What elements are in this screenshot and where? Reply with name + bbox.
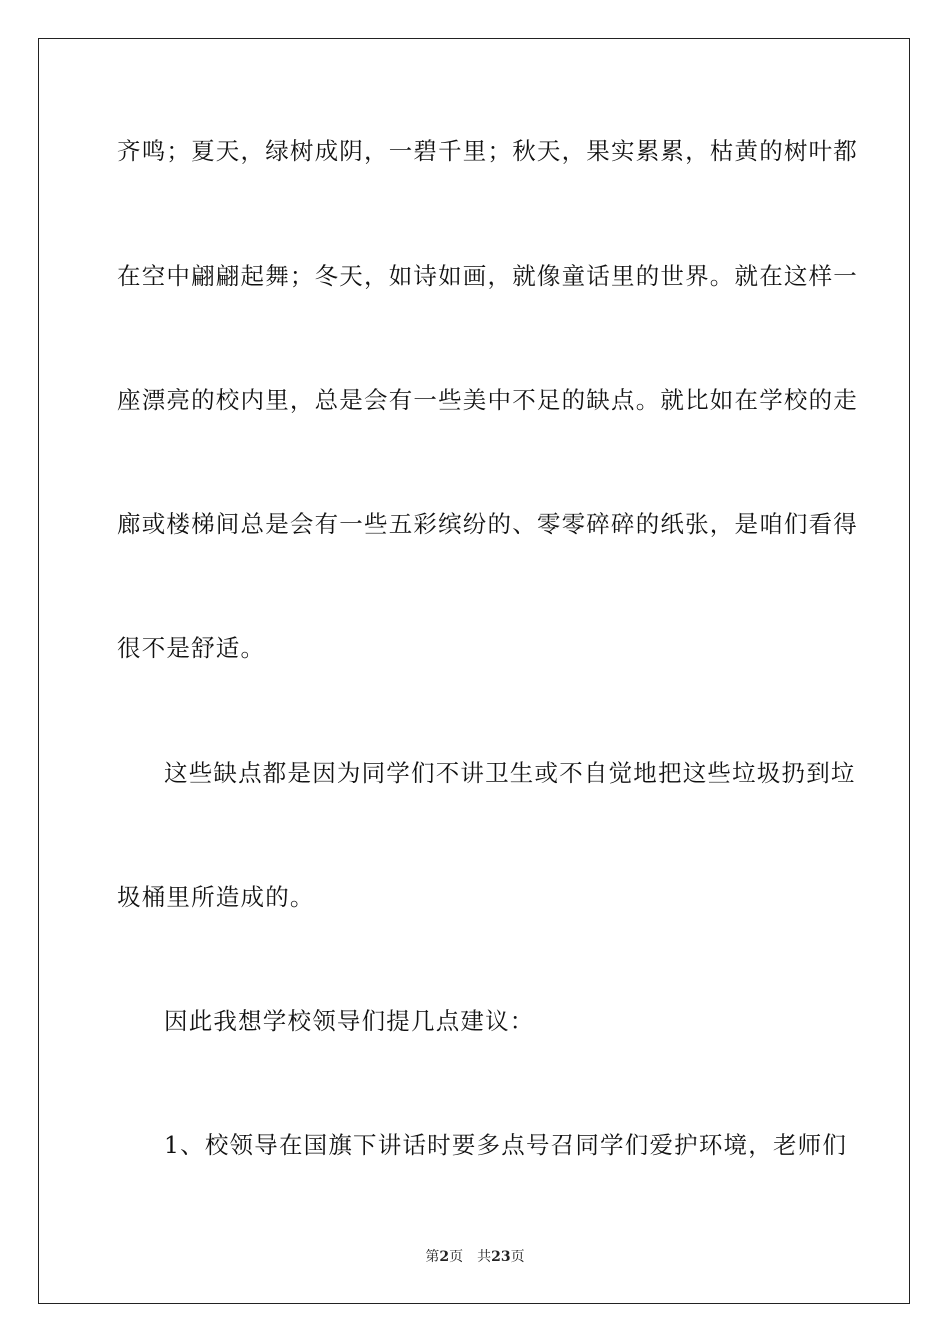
paragraph-line-9: 1、校领导在国旗下讲话时要多点号召同学们爱护环境，老师们 (164, 1131, 848, 1159)
page-border (38, 38, 910, 1304)
paragraph-line-6: 这些缺点都是因为同学们不讲卫生或不自觉地把这些垃圾扔到垃 (164, 759, 856, 787)
footer-page-suffix: 页 (449, 1249, 464, 1265)
footer-page-prefix: 第 (425, 1249, 440, 1265)
paragraph-line-1: 齐鸣；夏天，绿树成阴，一碧千里；秋天，果实累累，枯黄的树叶都 (117, 137, 858, 165)
paragraph-line-3: 座漂亮的校内里，总是会有一些美中不足的缺点。就比如在学校的走 (117, 386, 858, 414)
paragraph-line-2: 在空中翩翩起舞；冬天，如诗如画，就像童话里的世界。就在这样一 (117, 262, 858, 290)
paragraph-line-4: 廊或楼梯间总是会有一些五彩缤纷的、零零碎碎的纸张，是咱们看得 (117, 510, 858, 538)
paragraph-line-5: 很不是舒适。 (117, 634, 266, 662)
paragraph-line-8: 因此我想学校领导们提几点建议： (164, 1007, 535, 1035)
paragraph-line-7: 圾桶里所造成的。 (117, 883, 315, 911)
footer-total-suffix: 页 (510, 1249, 525, 1265)
page-footer (0, 1247, 950, 1267)
footer-total-prefix: 共 (477, 1249, 492, 1265)
footer-total-pages: 23 (491, 1249, 511, 1265)
footer-page-number: 2 (439, 1249, 450, 1265)
